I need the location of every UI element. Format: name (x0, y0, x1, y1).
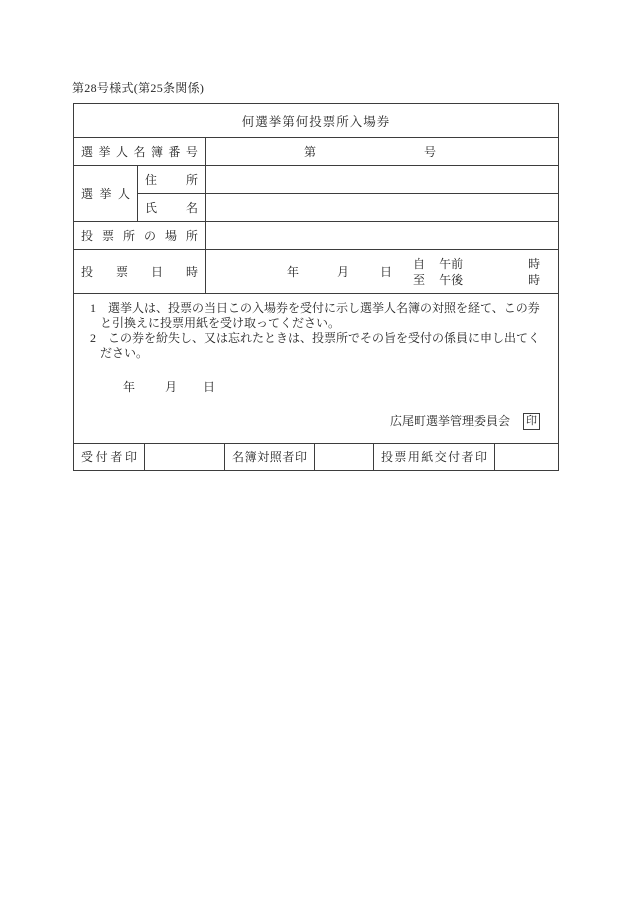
am-hour-label: 時 (528, 256, 541, 271)
form-title: 何選挙第何投票所入場券 (74, 104, 559, 138)
roll-number-prefix: 第 (304, 145, 317, 159)
note-item-1 (90, 301, 551, 331)
datetime-hours-block (413, 256, 540, 288)
from-label: 自 (413, 256, 426, 271)
roll-checker-stamp-label: 名 簿 対 照 者 印 (232, 450, 307, 464)
datetime-day-label: 日 (380, 264, 393, 279)
polling-place-value-cell (206, 222, 559, 250)
note-item-2 (90, 331, 551, 361)
notes-cell (74, 294, 559, 444)
polling-place-label-cell (74, 222, 206, 250)
elector-name-row (74, 194, 559, 222)
note-1-number: 1 (90, 301, 96, 315)
form-code: 第28号様式(第25条関係) (72, 81, 205, 95)
to-label: 至 (413, 272, 426, 287)
receptionist-stamp-cell (145, 444, 225, 471)
seal-mark: 印 (523, 413, 540, 430)
receptionist-stamp-label-cell (74, 444, 145, 471)
note-2-text: この券を紛失し、又は忘れたときは、投票所でその旨を受付の係員に申し出てください。 (100, 331, 541, 360)
notes-row (74, 294, 559, 444)
name-label: 氏 名 (145, 200, 198, 215)
roll-number-label: 選 挙 人 名 簿 番 号 (81, 144, 198, 159)
issue-year-label: 年 (123, 380, 136, 394)
address-label-cell (138, 166, 206, 194)
polling-place-label: 投 票 所 の 場 所 (81, 228, 198, 243)
committee-line (100, 413, 540, 430)
polling-datetime-value-cell (206, 250, 559, 294)
roll-number-value-cell (206, 138, 559, 166)
datetime-month-label: 月 (337, 264, 350, 279)
roll-number-label-cell (74, 138, 206, 166)
note-2-number: 2 (90, 331, 96, 345)
receptionist-stamp-label: 受 付 者 印 (81, 450, 137, 464)
issue-date-line (100, 380, 548, 395)
elector-label: 選 挙 人 (81, 186, 130, 201)
ticket-table (73, 103, 559, 444)
polling-place-row (74, 222, 559, 250)
roll-checker-stamp-label-cell (225, 444, 315, 471)
ticket-form (73, 103, 559, 471)
polling-datetime-row (74, 250, 559, 294)
name-value-cell (206, 194, 559, 222)
committee-name: 広尾町選挙管理委員会 (390, 414, 511, 428)
address-label: 住 所 (145, 172, 198, 187)
ballot-issuer-stamp-label: 投 票 用 紙 交 付 者 印 (381, 450, 487, 464)
pm-label: 午後 (439, 272, 464, 287)
polling-datetime-label: 投 票 日 時 (81, 264, 198, 279)
name-label-cell (138, 194, 206, 222)
elector-label-cell (74, 166, 138, 222)
roll-checker-stamp-cell (315, 444, 374, 471)
pm-hour-label: 時 (528, 272, 541, 287)
note-1-text: 選挙人は、投票の当日この入場券を受付に示し選挙人名簿の対照を経て、この券と引換えに投票用紙を受け取ってください。 (100, 301, 540, 330)
am-label: 午前 (439, 256, 464, 271)
elector-address-row (74, 166, 559, 194)
ballot-issuer-stamp-cell (495, 444, 559, 471)
title-row (74, 104, 559, 138)
address-value-cell (206, 166, 559, 194)
ballot-issuer-stamp-label-cell (374, 444, 495, 471)
roll-number-row (74, 138, 559, 166)
stamp-row (74, 444, 559, 471)
issue-day-label: 日 (203, 380, 216, 394)
stamp-table (73, 443, 559, 471)
roll-number-suffix: 号 (424, 145, 437, 159)
issue-month-label: 月 (165, 380, 178, 394)
datetime-year-label: 年 (287, 264, 300, 279)
polling-datetime-label-cell (74, 250, 206, 294)
